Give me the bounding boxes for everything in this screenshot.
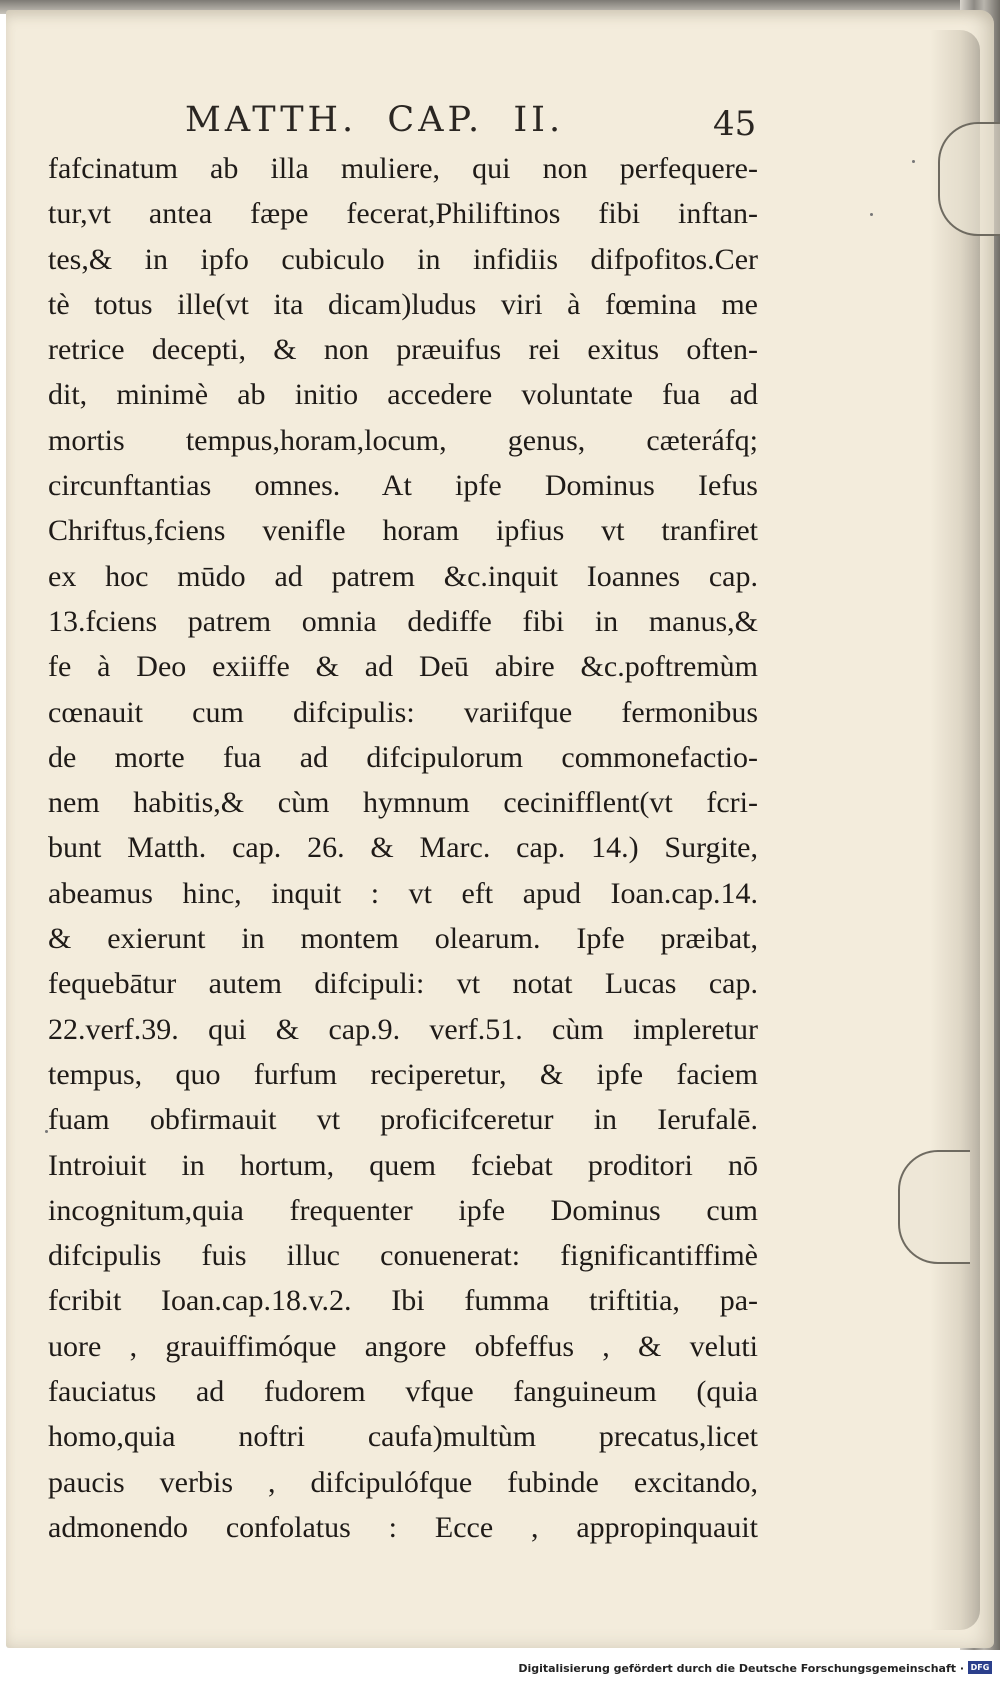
body-text [48,146,758,1550]
paper-speck [870,213,873,216]
paper-speck [912,160,915,163]
page-curl-shadow [930,30,980,1630]
running-title: MATTH. CAP. II. [185,100,565,140]
text-line: fauciatus ad fudorem vfque fanguineum (quia [48,1375,758,1409]
page-clip-mark-bottom [898,1150,970,1264]
text-line: admonendo confolatus : Ecce , appropinquauit [48,1510,758,1544]
text-line: cœnauit cum difcipulis: variifque fermonibus [48,695,758,729]
text-line: uore , grauiffimóque angore obfeffus , & veluti [48,1329,758,1363]
text-line: tè totus ille(vt ita dicam)ludus viri à fœmina me [48,287,758,321]
dfg-logo: DFG [968,1661,992,1674]
text-line: Chriftus,fciens venifle horam ipfius vt tranfiret [48,514,758,548]
text-line: tempus, quo furfum reciperetur, & ipfe faciem [48,1057,758,1091]
text-line: fequebātur autem difcipuli: vt notat Lucas cap. [48,967,758,1001]
text-line: paucis verbis , difcipulófque fubinde excitando, [48,1465,758,1499]
text-line: abeamus hinc, inquit : vt eft apud Ioan.cap.14. [48,876,758,910]
text-line: tur,vt antea fæpe fecerat,Philiftinos fibi inftan- [48,197,758,231]
text-line: nem habitis,& cùm hymnum cecinifflent(vt fcri- [48,786,758,820]
text-line: ex hoc mūdo ad patrem &c.inquit Ioannes cap. [48,559,758,593]
text-line: fcribit Ioan.cap.18.v.2. Ibi fumma triftitia, pa- [48,1284,758,1318]
text-line: homo,quia noftri caufa)multùm precatus,licet [48,1420,758,1454]
text-line: tes,& in ipfo cubiculo in infidiis difpofitos.Cer [48,242,758,276]
text-line: de morte fua ad difcipulorum commonefactio- [48,740,758,774]
text-line: fafcinatum ab illa muliere, qui non perfequere- [48,152,758,185]
page-clip-mark-top [938,122,1000,236]
text-line: difcipulis fuis illuc conuenerat: fignificantiffimè [48,1239,758,1273]
text-line: circunftantias omnes. At ipfe Dominus Iefus [48,469,758,503]
text-line: 13.fciens patrem omnia dediffe fibi in manus,& [48,604,758,638]
text-line: Introiuit in hortum, quem fciebat proditori nō [48,1148,758,1182]
funding-credit: Digitalisierung gefördert durch die Deutsche Forschungsgemeinschaft · [518,1662,964,1675]
text-line: retrice decepti, & non præuifus rei exitus often- [48,333,758,367]
text-line: & exierunt in montem olearum. Ipfe præibat, [48,922,758,956]
text-line: mortis tempus,horam,locum, genus, cæteráfq; [48,423,758,457]
digitization-footer [0,1652,1000,1685]
page-number: 45 [713,104,757,144]
text-line: incognitum,quia frequenter ipfe Dominus cum [48,1193,758,1227]
text-line: bunt Matth. cap. 26. & Marc. cap. 14.) Surgite, [48,831,758,865]
text-line: fuam obfirmauit vt proficifceretur in Ierufalē. [48,1103,758,1137]
running-header [185,100,745,144]
text-line: fe à Deo exiiffe & ad Deū abire &c.poftremùm [48,650,758,684]
text-line: dit, minimè ab initio accedere voluntate fua ad [48,378,758,412]
text-line: 22.verf.39. qui & cap.9. verf.51. cùm impleretur [48,1012,758,1046]
